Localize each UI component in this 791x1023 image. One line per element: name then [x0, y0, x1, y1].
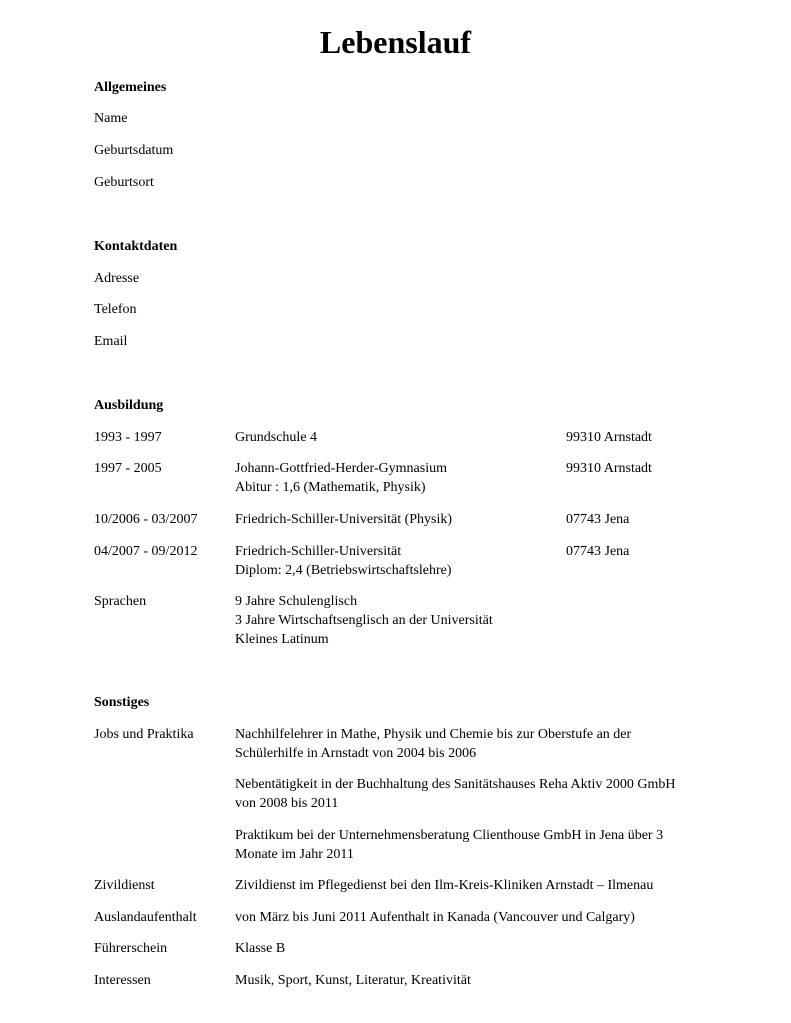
label-geburtsdatum: Geburtsdatum — [94, 143, 174, 158]
job-entry — [235, 826, 695, 864]
job-entry — [235, 725, 695, 763]
education-institution: Friedrich-Schiller-Universität (Physik) — [235, 512, 453, 527]
education-period: 1997 - 2005 — [94, 461, 162, 476]
job-entry-line: Monate im Jahr 2011 — [235, 847, 354, 862]
value-interessen: Musik, Sport, Kunst, Literatur, Kreativität — [235, 973, 471, 988]
label-interessen: Interessen — [94, 973, 151, 988]
label-sprachen: Sprachen — [94, 594, 147, 609]
label-fuehrerschein: Führerschein — [94, 941, 168, 956]
label-geburtsort: Geburtsort — [94, 175, 154, 190]
education-period: 1993 - 1997 — [94, 430, 162, 445]
section-heading-ausbildung: Ausbildung — [94, 398, 164, 413]
job-entry-line: von 2008 bis 2011 — [235, 796, 339, 811]
sprachen-list — [235, 592, 695, 649]
job-entry — [235, 775, 695, 813]
education-detail: Abitur : 1,6 (Mathematik, Physik) — [235, 480, 426, 495]
education-location: 99310 Arnstadt — [566, 461, 652, 476]
education-institution: Johann-Gottfried-Herder-Gymnasium — [235, 461, 447, 476]
education-period: 04/2007 - 09/2012 — [94, 544, 198, 559]
education-location: 07743 Jena — [566, 512, 630, 527]
sprachen-item: 3 Jahre Wirtschaftsenglisch an der Universität — [235, 613, 493, 628]
label-telefon: Telefon — [94, 302, 137, 317]
label-adresse: Adresse — [94, 271, 140, 286]
education-institution: Friedrich-Schiller-Universität — [235, 544, 402, 559]
label-name: Name — [94, 111, 128, 126]
education-period: 10/2006 - 03/2007 — [94, 512, 198, 527]
sprachen-item: Kleines Latinum — [235, 632, 329, 647]
education-location: 99310 Arnstadt — [566, 430, 652, 445]
education-detail: Diplom: 2,4 (Betriebswirtschaftslehre) — [235, 563, 452, 578]
job-entry-line: Praktikum bei der Unternehmensberatung Clienthouse GmbH in Jena über 3 — [235, 828, 664, 843]
label-email: Email — [94, 334, 128, 349]
sprachen-item: 9 Jahre Schulenglisch — [235, 594, 358, 609]
job-entry-line: Schülerhilfe in Arnstadt von 2004 bis 2006 — [235, 746, 477, 761]
job-entry-line: Nebentätigkeit in der Buchhaltung des Sanitätshauses Reha Aktiv 2000 GmbH — [235, 777, 676, 792]
job-entry-line: Nachhilfelehrer in Mathe, Physik und Chemie bis zur Oberstufe an der — [235, 727, 632, 742]
value-auslandaufenthalt: von März bis Juni 2011 Aufenthalt in Kanada (Vancouver und Calgary) — [235, 910, 635, 925]
label-jobs-praktika: Jobs und Praktika — [94, 727, 194, 742]
value-zivildienst: Zivildienst im Pflegedienst bei den Ilm-Kreis-Kliniken Arnstadt – Ilmenau — [235, 878, 654, 893]
section-heading-sonstiges: Sonstiges — [94, 695, 150, 710]
section-heading-kontaktdaten: Kontaktdaten — [94, 239, 178, 254]
education-institution: Grundschule 4 — [235, 430, 318, 445]
value-fuehrerschein: Klasse B — [235, 941, 286, 956]
page-title: Lebenslauf — [319, 24, 472, 60]
label-zivildienst: Zivildienst — [94, 878, 155, 893]
education-location: 07743 Jena — [566, 544, 630, 559]
label-auslandaufenthalt: Auslandaufenthalt — [94, 910, 197, 925]
section-heading-allgemeines: Allgemeines — [94, 80, 167, 95]
